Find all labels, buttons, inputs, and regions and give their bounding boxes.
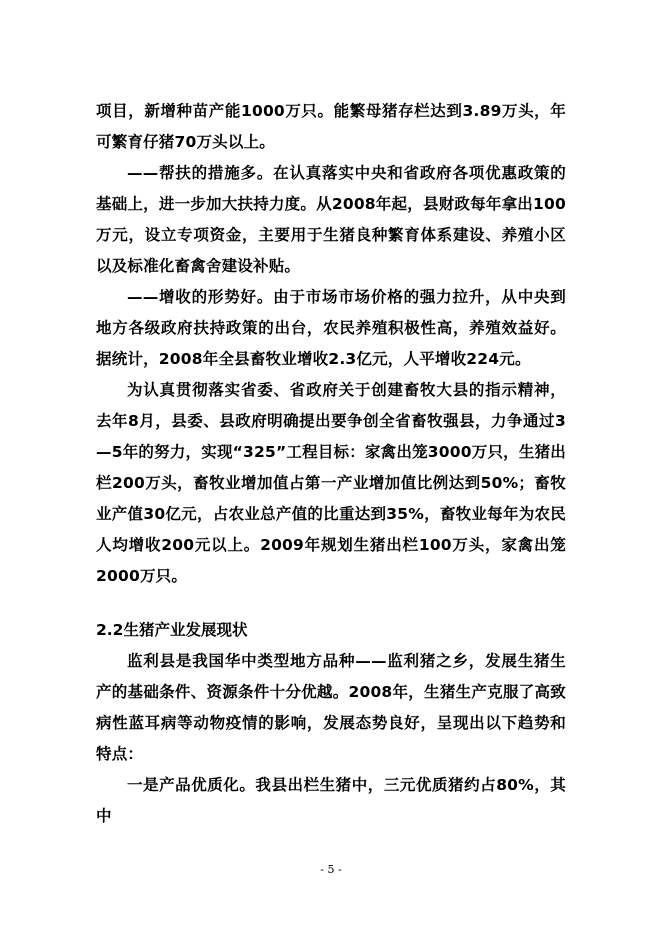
paragraph-1	[96, 96, 566, 158]
paragraph-2-text: 在认真落实中央和省政府各项优惠政策的基础上，进一步加大扶持力度。从2008年起，县财政每年拿出100万元，设立专项资金，主要用于生猪良种繁育体系建设、养殖小区以及标准化畜禽舍建设补贴。	[96, 164, 566, 275]
paragraph-1-text: 项目，新增种苗产能1000万只。能繁母猪存栏达到3.89万头，年可繁育仔猪70万头以上。	[96, 102, 566, 151]
document-body	[96, 96, 566, 832]
paragraph-2	[96, 158, 566, 282]
paragraph-3-lead: ——增收的形势好。	[127, 288, 274, 306]
section-paragraph-1-text: 监利县是我国华中类型地方品种——监利猪之乡，发展生猪生产的基础条件、资源条件十分优越。2008年，生猪生产克服了高致病性蓝耳病等动物疫情的影响，发展态势良好，呈现出以下趋势和特点：	[96, 652, 566, 763]
paragraph-3-text: 由于市场市场价格的强力拉升，从中央到地方各级政府扶持政策的出台，农民养殖积极性高，养殖效益好。据统计，2008年全县畜牧业增收2.3亿元，人平增收224元。	[96, 288, 566, 368]
paragraph-4	[96, 375, 566, 592]
section-paragraph-2	[96, 770, 566, 832]
paragraph-2-lead: ——帮扶的措施多。	[127, 164, 274, 182]
section-paragraph-2-text: 一是产品优质化。我县出栏生猪中，三元优质猪约占80%，其中	[96, 776, 566, 825]
paragraph-4-text: 为认真贯彻落实省委、省政府关于创建畜牧大县的指示精神，去年8月，县委、县政府明确提出要争创全省畜牧强县，力争通过3—5年的努力，实现“325”工程目标：家禽出笼3000万只，生猪出栏200万头，畜牧业增加值占第一产业增加值比例达到50%；畜牧业产值30亿元，占农业总产值的比重达到35%，畜牧业每年为农民人均增收200元以上。2009年规划生猪出栏100万头，家禽出笼2000万只。	[96, 381, 566, 585]
section-title: 2.2生猪产业发展现状	[96, 621, 248, 639]
page-number: - 5 -	[320, 863, 342, 876]
section-paragraph-1	[96, 646, 566, 770]
paragraph-3	[96, 282, 566, 375]
